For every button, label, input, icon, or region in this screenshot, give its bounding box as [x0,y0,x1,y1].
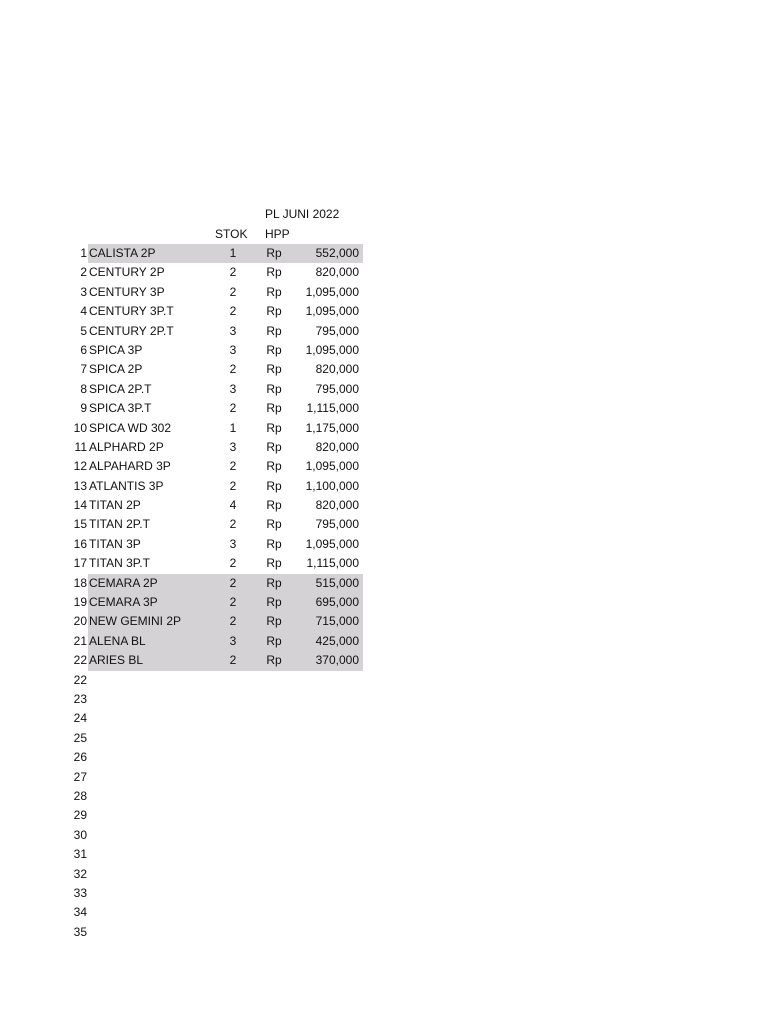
table-row [0,535,768,554]
stock-count: 3 [229,381,237,396]
stock-count: 2 [229,362,237,377]
row-number: 19 [73,595,87,610]
table-row [0,360,768,379]
hpp-price: 695,000 [315,595,359,610]
stock-count: 3 [229,439,237,454]
currency-label: Rp [266,420,282,435]
table-row [0,302,768,321]
currency-label: Rp [266,517,282,532]
hpp-price: 1,100,000 [305,478,359,493]
stock-count: 2 [229,478,237,493]
row-number: 22 [73,672,87,687]
hpp-price: 1,095,000 [305,284,359,299]
hpp-price: 1,095,000 [305,342,359,357]
row-number: 35 [73,924,87,939]
table-row [0,322,768,341]
empty-row [0,884,768,903]
stock-count: 2 [229,653,237,668]
table-row [0,263,768,282]
product-name: CENTURY 3P [89,284,165,299]
stock-count: 3 [229,633,237,648]
empty-row [0,709,768,728]
hpp-price: 1,175,000 [305,420,359,435]
currency-label: Rp [266,556,282,571]
row-number: 6 [80,342,87,357]
table-row [0,612,768,631]
table-row [0,419,768,438]
hpp-price: 552,000 [315,246,359,260]
empty-row [0,690,768,709]
product-name: SPICA WD 302 [89,420,172,435]
hpp-price: 820,000 [315,265,359,280]
row-number: 1 [80,246,87,260]
product-name: NEW GEMINI 2P [89,614,182,629]
row-number: 17 [73,556,87,571]
table-row [0,477,768,496]
price-list-title: PL JUNI 2022 [265,207,340,221]
hpp-price: 515,000 [315,575,359,590]
currency-label: Rp [266,459,282,474]
table-row [0,554,768,573]
row-number: 5 [80,323,87,338]
currency-label: Rp [266,478,282,493]
product-name: TITAN 2P [89,498,141,513]
product-name: ALPAHARD 3P [89,459,171,474]
stock-count: 2 [229,595,237,610]
currency-label: Rp [266,633,282,648]
row-number: 8 [80,381,87,396]
row-number: 21 [73,633,87,648]
product-name: SPICA 2P [89,362,143,377]
hpp-price: 795,000 [315,381,359,396]
row-number: 10 [73,420,87,435]
empty-row [0,826,768,845]
currency-label: Rp [266,304,282,319]
table-row [0,496,768,515]
row-number: 24 [73,711,87,726]
row-number: 16 [73,536,87,551]
stock-count: 3 [229,342,237,357]
empty-row [0,748,768,767]
table-row [0,438,768,457]
empty-row [0,845,768,864]
row-number: 34 [73,905,87,920]
stock-count: 2 [229,401,237,416]
stock-count: 4 [229,498,237,513]
currency-label: Rp [266,362,282,377]
row-number: 11 [74,439,87,454]
hpp-price: 820,000 [315,362,359,377]
table-row [0,515,768,534]
currency-label: Rp [266,401,282,416]
hpp-price: 715,000 [315,614,359,629]
stock-count: 1 [229,420,237,435]
stock-count: 3 [229,536,237,551]
currency-label: Rp [266,536,282,551]
row-number: 13 [73,478,87,493]
hpp-price: 1,095,000 [305,536,359,551]
product-name: CENTURY 2P [89,265,165,280]
empty-row [0,768,768,787]
row-number: 2 [80,265,87,280]
table-row [0,632,768,651]
table-row [0,380,768,399]
column-header-hpp: HPP [265,227,290,241]
row-number: 28 [73,788,87,803]
empty-row [0,903,768,922]
hpp-price: 820,000 [315,498,359,513]
currency-label: Rp [266,381,282,396]
product-name: CEMARA 3P [89,595,158,610]
empty-row [0,729,768,748]
currency-label: Rp [266,653,282,668]
currency-label: Rp [266,614,282,629]
row-number: 22 [73,653,87,668]
currency-label: Rp [266,265,282,280]
empty-row [0,671,768,690]
hpp-price: 1,095,000 [305,304,359,319]
hpp-price: 795,000 [315,517,359,532]
row-number: 9 [80,401,87,416]
hpp-price: 425,000 [315,633,359,648]
empty-row [0,923,768,942]
hpp-price: 1,115,000 [306,401,359,416]
product-name: CENTURY 3P.T [89,304,174,319]
product-name: SPICA 3P [89,342,143,357]
row-number: 12 [73,459,87,474]
hpp-price: 1,095,000 [305,459,359,474]
table-row [0,283,768,302]
row-number: 26 [73,750,87,765]
currency-label: Rp [266,323,282,338]
empty-row [0,806,768,825]
product-name: TITAN 3P.T [89,556,150,571]
stock-count: 2 [229,575,237,590]
row-number: 27 [73,769,87,784]
empty-row [0,787,768,806]
row-number: 4 [80,304,87,319]
product-name: ALENA BL [89,633,146,648]
hpp-price: 820,000 [315,439,359,454]
row-number: 3 [80,284,87,299]
stock-count: 2 [229,517,237,532]
product-name: ATLANTIS 3P [89,478,164,493]
product-name: CALISTA 2P [89,246,156,260]
stock-count: 2 [229,614,237,629]
currency-label: Rp [266,246,282,260]
row-number: 31 [73,847,87,862]
hpp-price: 1,115,000 [306,556,359,571]
hpp-price: 795,000 [315,323,359,338]
product-table [0,244,768,942]
currency-label: Rp [266,284,282,299]
table-row [0,651,768,670]
product-name: TITAN 3P [89,536,141,551]
hpp-price: 370,000 [315,653,359,668]
row-number: 18 [73,575,87,590]
table-row [0,457,768,476]
row-number: 33 [73,885,87,900]
currency-label: Rp [266,498,282,513]
currency-label: Rp [266,439,282,454]
row-number: 29 [73,808,87,823]
table-row [0,574,768,593]
row-number: 20 [73,614,87,629]
product-name: CENTURY 2P.T [89,323,174,338]
product-name: CEMARA 2P [89,575,158,590]
stock-count: 1 [229,246,237,260]
stock-count: 2 [229,304,237,319]
table-row [0,593,768,612]
table-row [0,399,768,418]
stock-count: 3 [229,323,237,338]
empty-row [0,865,768,884]
column-header-stok: STOK [215,227,248,241]
table-row [0,341,768,360]
product-name: SPICA 2P.T [89,381,152,396]
row-number: 23 [73,691,87,706]
stock-count: 2 [229,556,237,571]
product-name: TITAN 2P.T [89,517,150,532]
row-number: 7 [80,362,87,377]
product-name: SPICA 3P.T [89,401,152,416]
row-number: 14 [73,498,87,513]
row-number: 32 [73,866,87,881]
stock-count: 2 [229,265,237,280]
row-number: 30 [73,827,87,842]
table-row [0,244,768,263]
product-name: ALPHARD 2P [89,439,164,454]
stock-count: 2 [229,459,237,474]
stock-count: 2 [229,284,237,299]
product-name: ARIES BL [89,653,144,668]
currency-label: Rp [266,595,282,610]
row-number: 15 [73,517,87,532]
currency-label: Rp [266,575,282,590]
row-number: 25 [73,730,87,745]
currency-label: Rp [266,342,282,357]
